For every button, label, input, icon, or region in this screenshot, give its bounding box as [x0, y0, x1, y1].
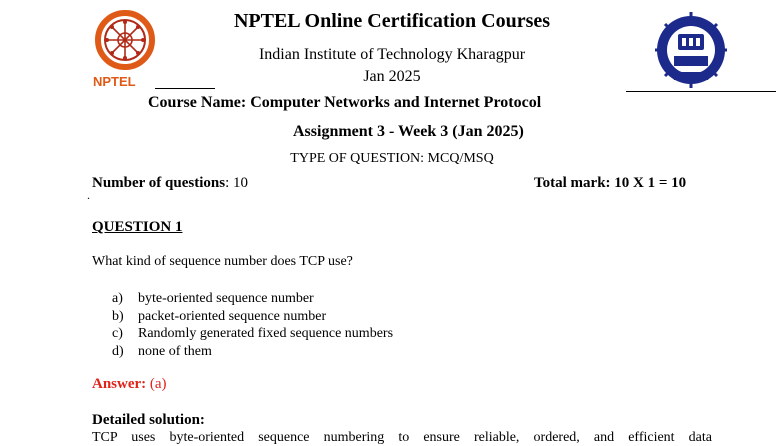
question-type: TYPE OF QUESTION: MCQ/MSQ [290, 151, 494, 166]
course-name-label: Course Name: [148, 94, 247, 111]
option-b [112, 308, 393, 326]
stray-dot: . [87, 188, 90, 202]
course-name-value: Computer Networks and Internet Protocol [250, 94, 542, 111]
option-label: b) [112, 308, 124, 324]
option-a [112, 290, 393, 308]
course-name [148, 94, 541, 112]
institute-name: Indian Institute of Technology Kharagpur [258, 46, 526, 63]
question-text: What kind of sequence number does TCP use? [92, 254, 353, 269]
question-heading: QUESTION 1 [92, 219, 183, 235]
option-d [112, 343, 393, 361]
document-title: NPTEL Online Certification Courses [233, 10, 551, 32]
option-c [112, 325, 393, 343]
assignment-title: Assignment 3 - Week 3 (Jan 2025) [293, 123, 524, 140]
option-text: Randomly generated fixed sequence numbers [138, 326, 394, 341]
number-of-questions [92, 175, 248, 192]
answer-value: (a) [149, 376, 167, 392]
number-of-questions-value: : 10 [225, 175, 248, 191]
document-date: Jan 2025 [363, 68, 421, 85]
option-text: packet-oriented sequence number [138, 308, 327, 324]
solution-text: TCP uses byte-oriented sequence numbering to ensure reliable, ordered, and efficient data [92, 430, 712, 445]
options-list [112, 290, 393, 360]
option-text: byte-oriented sequence number [138, 291, 314, 306]
option-label: c) [112, 326, 123, 341]
header-rule-left [155, 88, 215, 89]
option-label: a) [112, 291, 123, 306]
answer [92, 376, 167, 393]
solution-heading: Detailed solution: [92, 412, 205, 428]
number-of-questions-label: Number of questions [92, 175, 226, 191]
answer-label: Answer: [92, 376, 147, 392]
option-text: none of them [138, 343, 212, 359]
nptel-logo-text: NPTEL [93, 74, 136, 89]
option-label: d) [112, 343, 124, 359]
total-mark: Total mark: 10 X 1 = 10 [534, 175, 687, 191]
header-rule-right [626, 91, 776, 92]
